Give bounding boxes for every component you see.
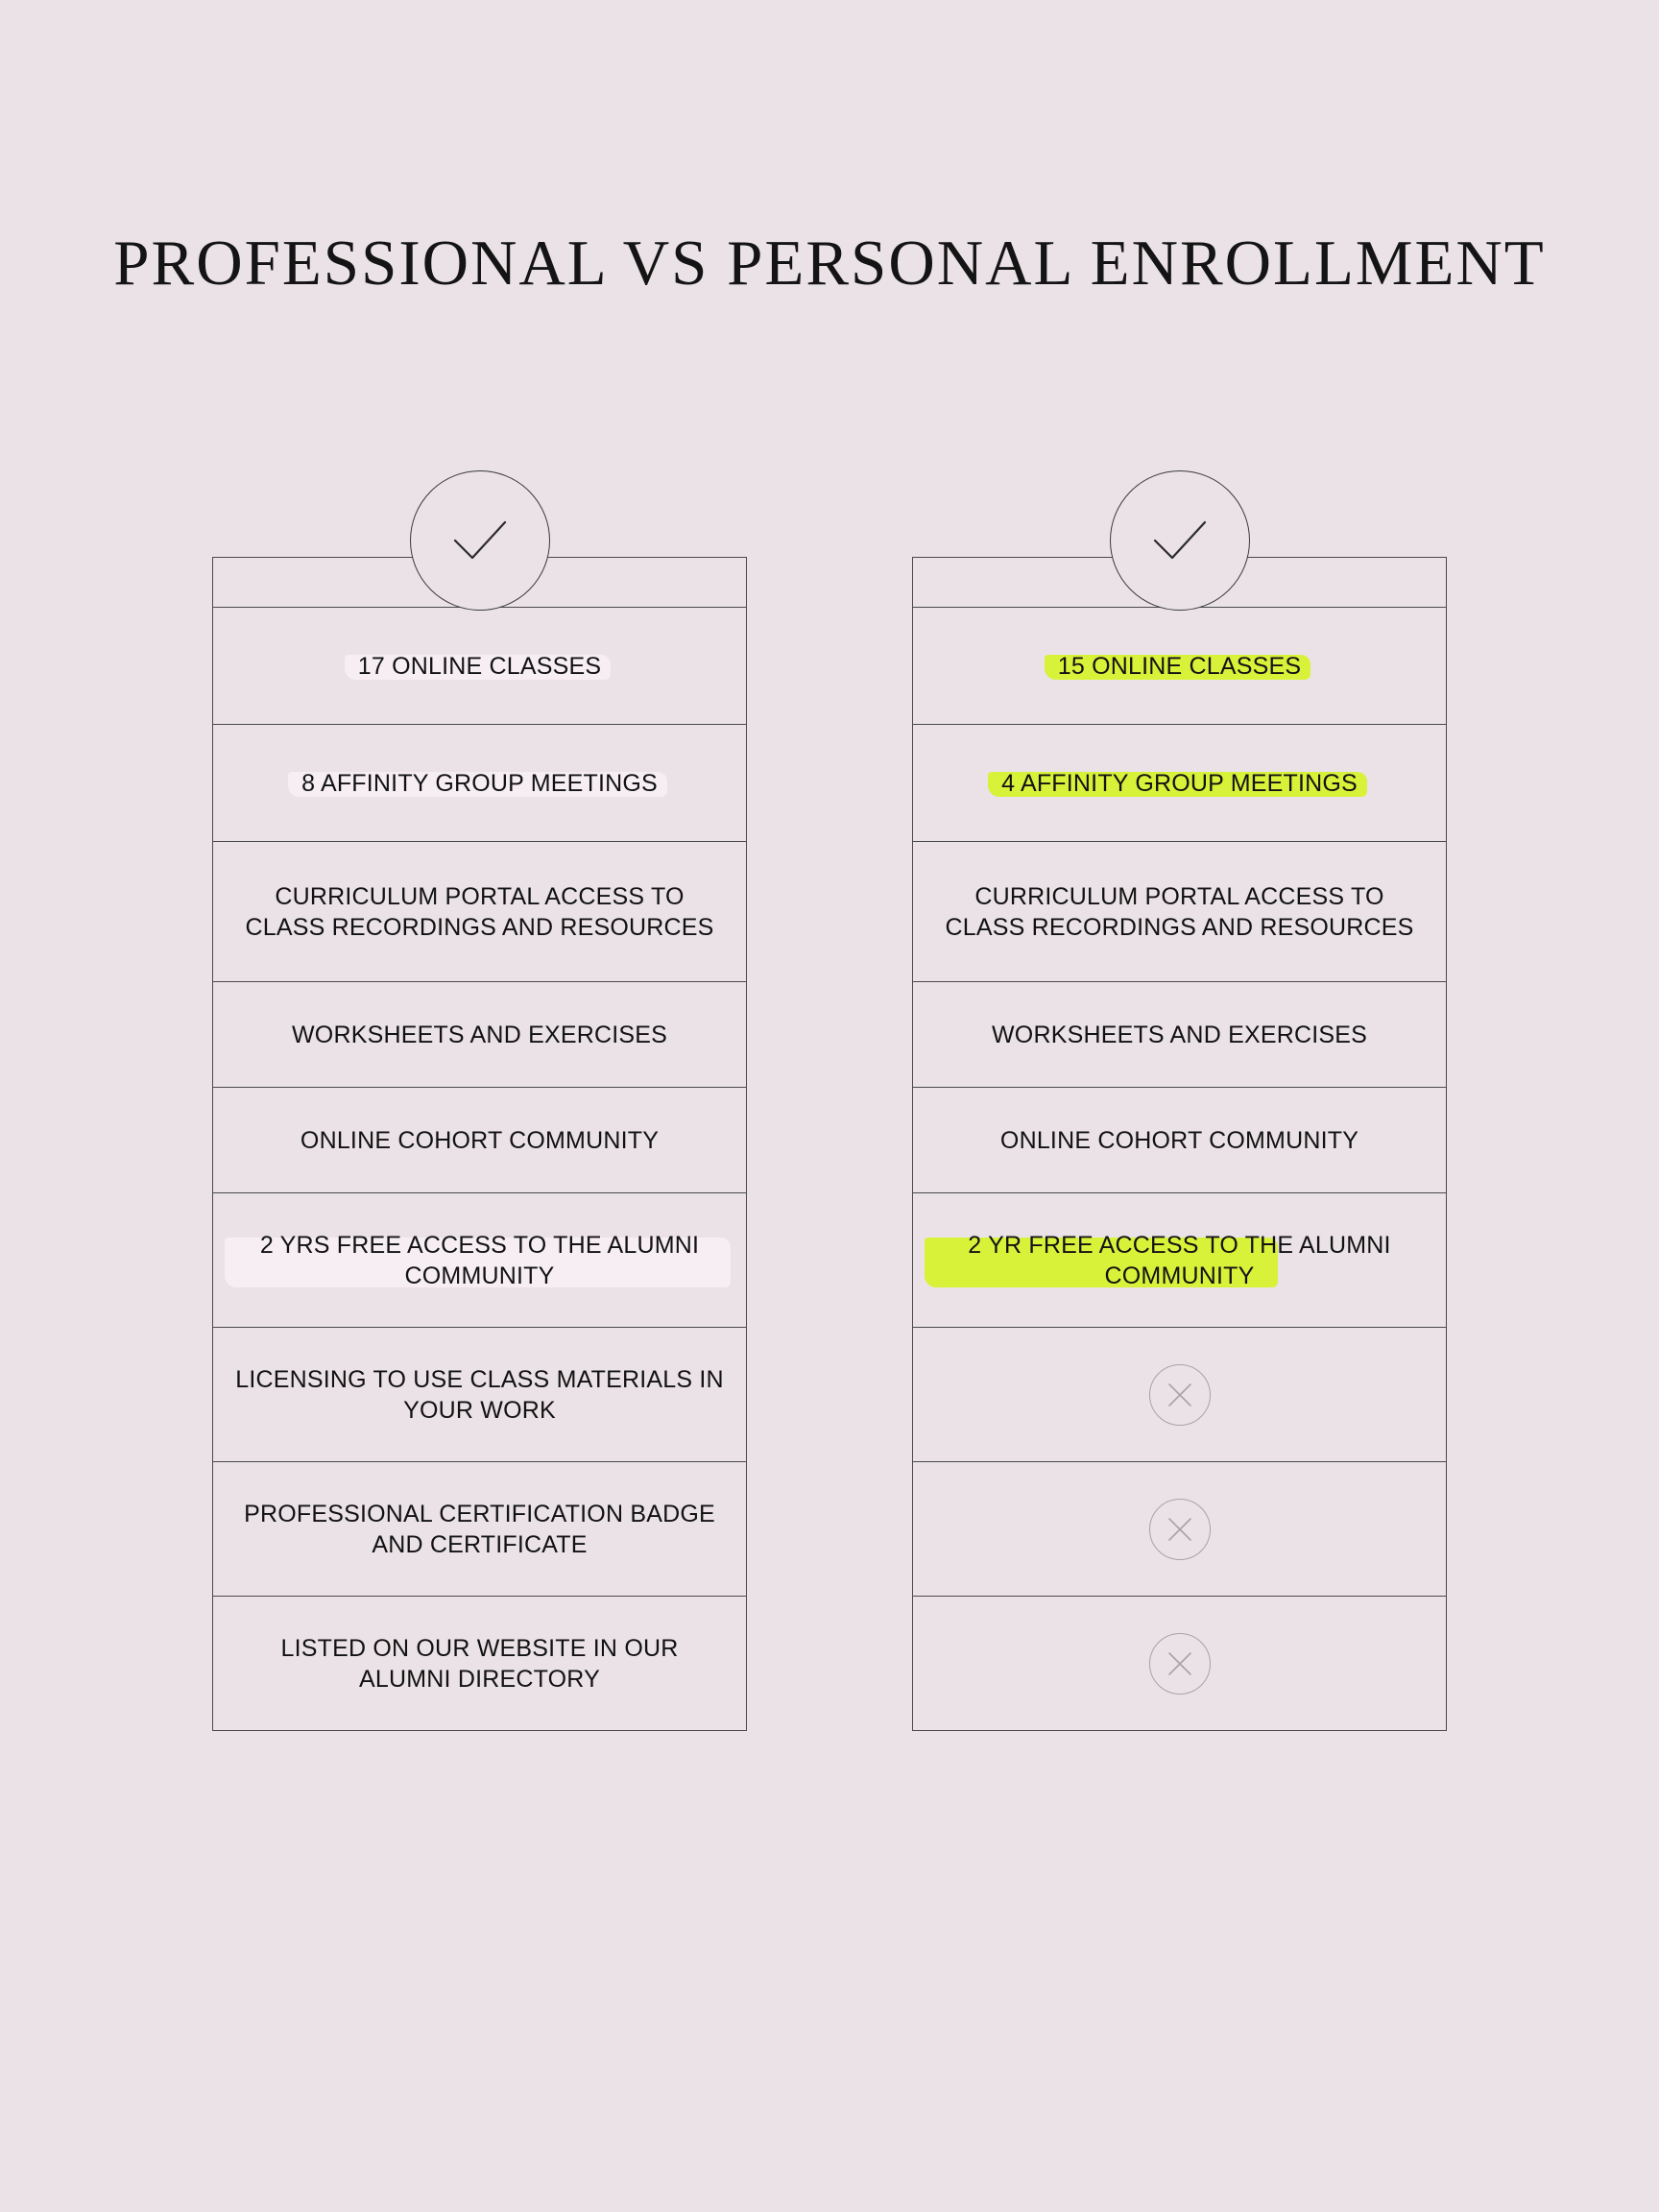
x-icon (1149, 1499, 1211, 1560)
check-icon-personal (1110, 470, 1250, 611)
table-row (213, 842, 746, 982)
table-row (213, 608, 746, 725)
column-professional (212, 557, 747, 1731)
table-row (913, 1462, 1446, 1597)
table-row (213, 1088, 746, 1193)
column-personal (912, 557, 1447, 1731)
feature-label: ONLINE COHORT COMMUNITY (999, 1126, 1359, 1154)
page-title: PROFESSIONAL VS PERSONAL ENROLLMENT (113, 227, 1546, 299)
check-icon-professional (410, 470, 550, 611)
feature-label: WORKSHEETS AND EXERCISES (992, 1021, 1367, 1048)
feature-label: 4 AFFINITY GROUP MEETINGS (998, 768, 1361, 799)
feature-label: CURRICULUM PORTAL ACCESS TO CLASS RECORDINGS AND RESOURCES (245, 882, 714, 941)
table-row (213, 982, 746, 1088)
table-row (213, 1193, 746, 1328)
feature-label: LICENSING TO USE CLASS MATERIALS IN YOUR WORK (235, 1365, 724, 1424)
table-row (213, 1597, 746, 1731)
check-icon (451, 517, 509, 564)
check-icon (1151, 517, 1209, 564)
feature-label: ONLINE COHORT COMMUNITY (300, 1126, 660, 1154)
x-icon (1149, 1633, 1211, 1695)
feature-label: CURRICULUM PORTAL ACCESS TO CLASS RECORDINGS AND RESOURCES (945, 882, 1414, 941)
feature-label: 2 YR FREE ACCESS TO THE ALUMNI COMMUNITY (934, 1230, 1425, 1291)
feature-label: PROFESSIONAL CERTIFICATION BADGE AND CERTIFICATE (244, 1500, 715, 1558)
table-row (213, 1462, 746, 1597)
x-icon-glyph (1164, 1647, 1196, 1680)
feature-label: 8 AFFINITY GROUP MEETINGS (298, 768, 661, 799)
x-icon-glyph (1164, 1513, 1196, 1546)
table-row (913, 725, 1446, 842)
feature-table-personal (912, 557, 1447, 1731)
x-icon-glyph (1164, 1379, 1196, 1411)
table-row (913, 1597, 1446, 1731)
table-row (213, 725, 746, 842)
feature-label: 17 ONLINE CLASSES (354, 651, 606, 682)
feature-label: WORKSHEETS AND EXERCISES (292, 1021, 667, 1048)
table-row (913, 1193, 1446, 1328)
feature-label: LISTED ON OUR WEBSITE IN OUR ALUMNI DIRECTORY (280, 1634, 679, 1693)
table-row (913, 982, 1446, 1088)
feature-table-professional (212, 557, 747, 1731)
table-row (913, 1328, 1446, 1462)
table-row (213, 1328, 746, 1462)
comparison-columns (0, 557, 1659, 1731)
table-row (913, 608, 1446, 725)
table-row (913, 1088, 1446, 1193)
feature-label: 2 YRS FREE ACCESS TO THE ALUMNI COMMUNITY (234, 1230, 725, 1291)
table-row (913, 842, 1446, 982)
feature-label: 15 ONLINE CLASSES (1054, 651, 1306, 682)
x-icon (1149, 1364, 1211, 1426)
